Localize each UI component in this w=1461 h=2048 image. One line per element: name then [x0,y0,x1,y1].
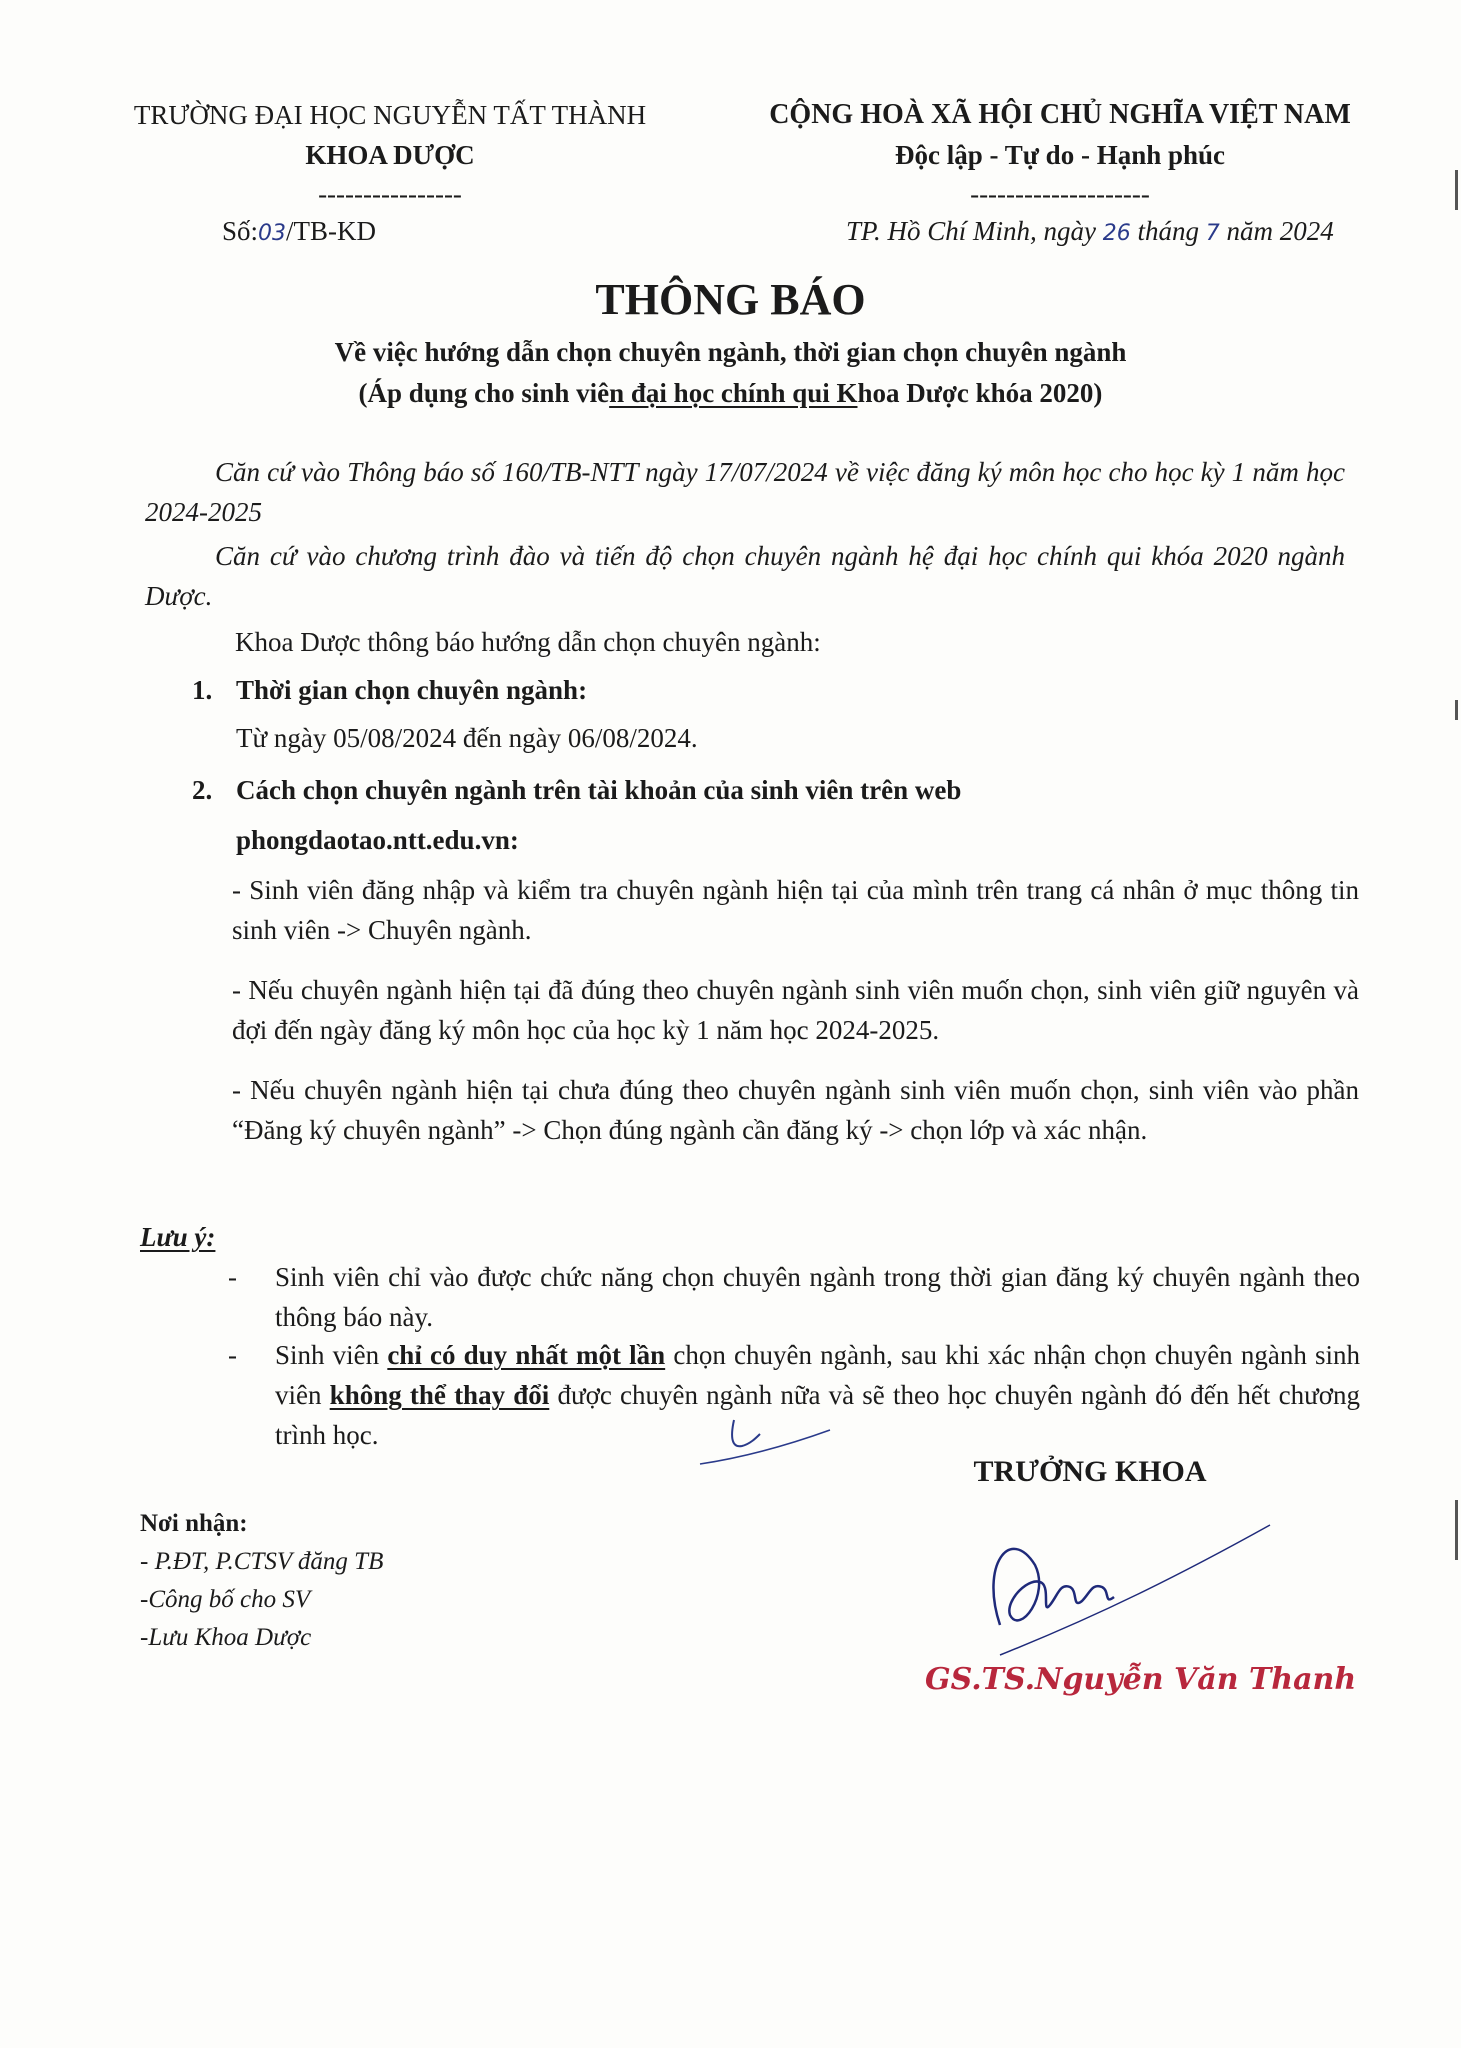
number-suffix: /TB-KD [286,216,377,246]
date-prefix: TP. Hồ Chí Minh, ngày [846,216,1097,246]
intro-text: Khoa Dược thông báo hướng dẫn chọn chuyên ngành: [235,627,821,657]
document-date [846,211,1334,254]
header-left [90,95,690,209]
motto: Độc lập - Tự do - Hạnh phúc [894,140,1226,170]
note-dash-2: - [228,1340,237,1370]
recipients [140,1505,383,1657]
section-2-number: 2. [192,775,213,805]
scan-edge-mark [1455,700,1458,720]
subtitle-2-a: (Áp dụng cho sinh viê [358,378,610,408]
signatory-name: GS.TS.Nguyễn Văn Thanh [925,1662,1357,1697]
note-2-a: Sinh viên [275,1340,388,1370]
scan-edge-mark [1455,170,1458,210]
section-1-number: 1. [192,675,213,705]
basis-paragraph-2: Căn cứ vào chương trình đào và tiến độ chọn chuyên ngành hệ đại học chính qui khóa 2020 ngành Dược. [145,541,1345,611]
date-month-label: tháng [1137,216,1200,246]
subtitle-2-c: hoa Dược khóa 2020) [857,378,1103,408]
note-2-c: chọn chuyên ngành, sau khi xác nhận chọn chuyên ngành sinh viên [275,1340,1360,1410]
basis-paragraph-1: Căn cứ vào Thông báo số 160/TB-NTT ngày 17/07/2024 về việc đăng ký môn học cho học kỳ 1 năm học 2024-2025 [145,457,1345,527]
recipient-item: -Công bố cho SV [140,1586,311,1613]
header-right-divider: -------------------- [970,179,1150,209]
note-label-text: Lưu ý: [140,1222,216,1252]
document-subtitle-1: Về việc hướng dẫn chọn chuyên ngành, thời gian chọn chuyên ngành [334,337,1127,367]
header-left-divider: ---------------- [318,179,462,209]
section-1-heading: Thời gian chọn chuyên ngành: [236,675,588,705]
faculty-name: KHOA DƯỢC [305,140,475,170]
number-prefix: Số: [222,216,259,246]
university-name: TRƯỜNG ĐẠI HỌC NGUYỄN TẤT THÀNH [133,100,647,130]
date-month: 7 [1205,221,1220,246]
section-2-heading: Cách chọn chuyên ngành trên tài khoản của sinh viên trên web [236,775,962,805]
note-2-emphasis-no-change: không thể thay đổi [329,1380,550,1410]
note-label [140,1217,215,1257]
section-2-bullet-1: - Sinh viên đăng nhập và kiểm tra chuyên ngành hiện tại của mình trên trang cá nhân ở mục thông tin sinh viên -> Chuyên ngành. [232,875,1359,945]
initial-mark [690,1408,840,1478]
subtitle-2-underlined: n đại học chính qui K [609,378,858,408]
country-name: CỘNG HOÀ XÃ HỘI CHỦ NGHĨA VIỆT NAM [769,99,1351,130]
document-subtitle-2 [0,373,1461,413]
note-dash-1: - [228,1262,237,1292]
signature-title: TRƯỞNG KHOA [973,1455,1207,1488]
document-title: THÔNG BÁO [595,275,866,324]
note-2-emphasis-once: chỉ có duy nhất một lần [387,1340,666,1370]
recipient-item: - P.ĐT, P.CTSV đăng TB [140,1548,384,1575]
signature-drawing [980,1505,1280,1675]
section-2-bullet-2: - Nếu chuyên ngành hiện tại đã đúng theo chuyên ngành sinh viên muốn chọn, sinh viên giữ nguyên và đợi đến ngày đăng ký môn học của học kỳ 1 năm học 2024-2025. [232,975,1359,1045]
section-2-website: phongdaotao.ntt.edu.vn: [236,825,519,855]
section-1-text: Từ ngày 05/08/2024 đến ngày 06/08/2024. [236,723,698,753]
document-number [222,211,376,254]
note-2-e: được chuyên ngành nữa và sẽ theo học chuyên ngành đó đến hết chương trình học. [275,1380,1360,1450]
date-day: 26 [1102,221,1131,246]
recipients-label: Nơi nhận: [140,1510,248,1537]
scan-edge-mark [1455,1500,1458,1560]
note-item-1: Sinh viên chỉ vào được chức năng chọn chuyên ngành trong thời gian đăng ký chuyên ngành theo thông báo này. [275,1262,1360,1332]
section-2-bullet-3: - Nếu chuyên ngành hiện tại chưa đúng theo chuyên ngành sinh viên muốn chọn, sinh viên vào phần “Đăng ký chuyên ngành” -> Chọn đúng ngành cần đăng ký -> chọn lớp và xác nhận. [232,1075,1359,1145]
number-handwritten: 03 [258,221,287,246]
date-year: năm 2024 [1226,216,1334,246]
recipient-item: -Lưu Khoa Dược [140,1624,312,1651]
header-right [740,95,1380,209]
